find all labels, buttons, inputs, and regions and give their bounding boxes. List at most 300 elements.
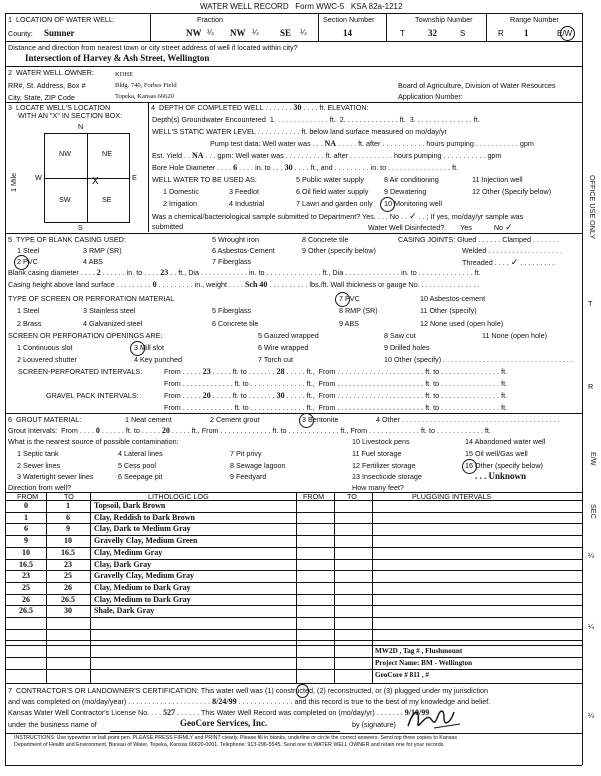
range-value[interactable]: 1 xyxy=(524,28,529,38)
title-text: WATER WELL RECORD xyxy=(200,2,289,11)
direction-label: Direction from well? xyxy=(8,483,72,492)
open-gauzed[interactable]: 5 Gauzed wrapped xyxy=(258,331,319,340)
county-label: County: xyxy=(8,29,33,38)
sec1-label: 1 LOCATION OF WATER WELL: xyxy=(8,15,115,24)
section-grid[interactable] xyxy=(44,133,130,223)
height-line: Casing height above land surface . . . . . . . . . 0 . . . . . . . . . in., weight . . . . Sch 40 . . . . . . . . . . lbs./ft. Wall thickness or gauge No. . . . . . . . . . . . . . . . xyxy=(8,280,480,289)
quarter-mark: ¼ xyxy=(252,28,259,37)
sec1-label-text: LOCATION OF WATER WELL: xyxy=(16,15,115,24)
gpm-label-2: gpm xyxy=(487,151,502,160)
cert-line-1: 7 CONTRACTOR'S OR LANDOWNER'S CERTIFICATION: This water well was (1) constructed, (2) reconstructed, or (3) plugged under my jurisdiction xyxy=(8,686,488,695)
side-quarter-2: ¼ xyxy=(588,622,594,631)
static-label: WELL'S STATIC WATER LEVEL xyxy=(152,127,256,136)
signature-image xyxy=(404,704,464,732)
screen-none[interactable]: 12 None used (open hole) xyxy=(420,319,504,328)
log-header-lithology: LITHOLOGIC LOG xyxy=(148,492,209,501)
log-to: 1 xyxy=(66,501,70,510)
grout-cement[interactable]: 2 Cement grout xyxy=(210,415,260,424)
range-w-circle xyxy=(560,26,575,41)
chem-label: Was a chemical/bacteriological sample submitted to Department? xyxy=(152,212,361,221)
sec4-depth: 4 DEPTH OF COMPLETED WELL . . . . . . . 30 . . . . ft. ELEVATION: xyxy=(151,103,369,112)
src-sewer[interactable]: 2 Sewer lines xyxy=(17,461,61,470)
fraction-label: Fraction xyxy=(197,15,223,24)
completed-label: and was completed on (mo/day/year) xyxy=(8,697,127,706)
src-oilwell[interactable]: 15 Oil well/Gas well xyxy=(465,449,528,458)
township-t: T xyxy=(400,29,405,38)
business-name[interactable]: GeoCore Services, Inc. xyxy=(180,718,268,728)
fraction-q1[interactable]: NW xyxy=(186,28,202,38)
log-row-line xyxy=(5,594,582,595)
rr-label: RR#, St. Address, Box # xyxy=(8,81,86,90)
open-louvered[interactable]: 2 Louvered shutter xyxy=(17,355,77,364)
src-lateral[interactable]: 4 Lateral lines xyxy=(118,449,163,458)
signature-label: by (signature) xyxy=(352,720,396,729)
height-label: Casing height above land surface xyxy=(8,280,115,289)
use-domestic[interactable]: 1 Domestic xyxy=(163,187,199,196)
log-lithology: Topsoil, Dark Brown xyxy=(94,501,166,510)
compass-n: N xyxy=(78,122,84,131)
screen-rmp[interactable]: 8 RMP (SR) xyxy=(339,306,378,315)
grout-from-label: From xyxy=(61,426,78,435)
log-row-line xyxy=(5,570,582,571)
pump-value[interactable]: NA xyxy=(324,139,337,148)
log-column-line xyxy=(372,492,373,683)
compass-s: S xyxy=(78,223,83,232)
joints-threaded[interactable]: Threaded xyxy=(462,258,493,267)
gravel-row-2: From . . . . . . . . . . . . . ft. to . . . . . . . . . . . . . . ft., From . . . . . . . . . . . . . . . . . . . . . . ft. to . . . . . . . . . . . . . . . ft. xyxy=(164,403,508,412)
diam-label: Blank casing diameter xyxy=(8,268,79,277)
gravel-from-label: From xyxy=(164,391,181,400)
open-key[interactable]: 4 Key punched xyxy=(134,355,182,364)
screen-steel[interactable]: 1 Steel xyxy=(17,306,40,315)
owner-address[interactable]: Bldg. 740, Forbes Field xyxy=(115,82,177,89)
depth-label: DEPTH OF COMPLETED WELL xyxy=(159,103,264,112)
log-row-line xyxy=(5,512,582,513)
use-other[interactable]: 12 Other (Specify below) xyxy=(472,187,552,196)
open-torch[interactable]: 7 Torch cut xyxy=(258,355,294,364)
how-many-label: How many feet? xyxy=(352,483,404,492)
grid-se: SE xyxy=(102,195,112,204)
log-from: 10 xyxy=(22,547,30,557)
gw-2: 2 xyxy=(339,115,344,124)
log-to: 10 xyxy=(64,536,72,546)
grout-intervals-label: Grout Intervals: xyxy=(8,426,58,435)
casing-fiberglass[interactable]: 7 Fiberglass xyxy=(212,257,252,266)
screen-concrete[interactable]: 6 Concrete tile xyxy=(212,319,259,328)
gravel-to[interactable]: 30 xyxy=(276,391,285,400)
screen-asbestos[interactable]: 10 Asbestos-cement xyxy=(420,294,486,303)
gravel-ft: ft. xyxy=(306,391,313,400)
log-from: 6 xyxy=(24,524,28,534)
disinfected-no[interactable]: No xyxy=(493,223,504,232)
log-from: 26.5 xyxy=(19,606,33,616)
log-row-line xyxy=(5,657,582,658)
bore-value[interactable]: 6 xyxy=(233,163,238,172)
casing-wrought[interactable]: 5 Wrought iron xyxy=(212,235,260,244)
perf-to-label: ft. to xyxy=(232,367,247,376)
log-from: 25 xyxy=(22,582,30,592)
use-oilfield[interactable]: 6 Oil field water supply xyxy=(296,187,369,196)
static-line: WELL'S STATIC WATER LEVEL . . . . . . . . . . . ft. below land surface measured on mo/day/yr xyxy=(152,127,447,136)
board-label: Board of Agriculture, Division of Water Resources xyxy=(398,81,556,90)
log-row-line xyxy=(5,547,582,548)
log-column-line xyxy=(46,492,47,683)
mill-slot-circle xyxy=(130,341,145,356)
record-date[interactable]: 9/10/99 xyxy=(404,708,430,717)
grout-intervals: Grout Intervals: From . . . . 0 . . . . . . ft. to . . . . . 20 . . . . . ft., From . . . . . . . . . . . . . ft. to . . . . . . . . . . . . . ft., From . . . . . . . . . . . . . ft. to . . . . . . . . . . . . ft. xyxy=(8,426,491,435)
src-cess[interactable]: 5 Cess pool xyxy=(118,461,156,470)
log-column-line xyxy=(296,492,297,683)
log-lithology: Clay, Reddish to Dark Brown xyxy=(94,512,195,522)
log-to: 9 xyxy=(66,524,70,534)
log-from: 0 xyxy=(24,501,28,510)
grid-nw: NW xyxy=(59,149,71,158)
log-row-line xyxy=(5,523,582,524)
log-lithology: Gravelly Clay, Medium Gray xyxy=(94,571,194,581)
casing-asbestos[interactable]: 6 Asbestos-Cement xyxy=(212,246,275,255)
log-column-line xyxy=(334,492,335,683)
grout-other[interactable]: 4 Other xyxy=(376,415,400,424)
fraction-q3[interactable]: SE xyxy=(280,28,292,38)
disinfected-label: Water Well Disinfected? xyxy=(368,223,445,232)
log-lithology: Clay, Medium Gray xyxy=(94,547,163,557)
quarter-mark: ¼ xyxy=(300,28,307,37)
well-location-mark: X xyxy=(92,176,99,187)
use-air[interactable]: 8 Air conditioning xyxy=(384,175,439,184)
ksa-ref: KSA 82a-1212 xyxy=(350,2,403,11)
fraction-q2[interactable]: NW xyxy=(230,28,246,38)
screen-stainless[interactable]: 3 Stainless steel xyxy=(83,306,136,315)
chem-if-yes: If yes, mo/day/yr sample was xyxy=(430,212,524,221)
log-row-line xyxy=(5,645,582,646)
log-to: 26.5 xyxy=(61,594,75,604)
bore-in-to: in. to xyxy=(255,163,271,172)
license-label: Kansas Water Well Contractor's License No. xyxy=(8,708,150,717)
geocore-number: GeoCore # 811 , # xyxy=(375,671,429,679)
log-header-from: FROM xyxy=(17,492,39,501)
side-t: T xyxy=(588,299,593,308)
cert-options: (1) constructed, (2) reconstructed, or (3) plugged under my jurisdiction xyxy=(265,686,488,695)
pump-label: Pump test data: Well water was xyxy=(210,139,311,148)
log-lithology: Clay, Medium to Dark Gray xyxy=(94,582,191,592)
ft-after: ft. after xyxy=(358,139,381,148)
owner-city[interactable]: Topeka, Kansas 66620 xyxy=(115,93,174,100)
weight-value[interactable]: Sch 40 xyxy=(244,280,268,289)
distance-value[interactable]: Intersection of Harvey & Ash Street, Wellington xyxy=(25,53,210,63)
perf-from-label: From xyxy=(164,367,181,376)
township-value[interactable]: 32 xyxy=(428,28,437,38)
project-name: Project Name: BM - Wellington xyxy=(375,659,473,667)
license-line: Kansas Water Well Contractor's License No. . . . 527 . . . . . . This Water Well Record was completed on (mo/day/yr) . . . . . . . 9/10/99 xyxy=(8,708,430,717)
wall-label: lbs./ft. Wall thickness or gauge No. xyxy=(309,280,420,289)
bore-ft-and: ft., and xyxy=(310,163,333,172)
yield-label: Est. Yield xyxy=(152,151,182,160)
chem-no[interactable]: No xyxy=(389,212,400,221)
compass-e: E xyxy=(132,173,137,182)
welded-line: Welded . . . . . . . . . . . . . . . . . . . xyxy=(462,246,563,255)
grout-bentonite[interactable]: 3 Bentonite xyxy=(302,415,339,424)
grout-to[interactable]: 20 xyxy=(161,426,170,435)
city-label: City, State, ZIP Code xyxy=(8,93,75,102)
use-monitoring[interactable]: 10 Monitoring well xyxy=(384,199,442,208)
range-ew: E/W xyxy=(557,29,573,38)
open-drilled[interactable]: 9 Drilled holes xyxy=(384,343,430,352)
src-fertilizer[interactable]: 12 Fertilizer storage xyxy=(352,461,416,470)
use-lawn[interactable]: 7 Lawn and garden only xyxy=(296,199,373,208)
plug-header-intervals: PLUGGING INTERVALS xyxy=(412,492,492,501)
log-lithology: Shale, Dark Gray xyxy=(94,606,155,616)
cert-line-2: and was completed on (mo/day/year) . . . . . . . . . . . . . . . . . . . . . 8/24/99 . . . . . . . . . . . . . . and this record is true to the best of my knowledge and belief. xyxy=(8,697,491,706)
diam-in-to: in. to xyxy=(126,268,143,277)
section-value[interactable]: 14 xyxy=(343,28,352,38)
yield-line: Est. Yield . . NA . . . gpm: Well water was . . . . . . . . . . ft. after . . . . . . . . . . . hours pumping . . . . . . . . . . . gpm xyxy=(152,151,502,160)
joints-glued[interactable]: CASING JOINTS: Glued xyxy=(398,235,477,244)
side-quarter-1: ¼ xyxy=(588,551,594,560)
joints-welded[interactable]: Welded xyxy=(462,246,487,255)
range-label: Range Number xyxy=(510,15,559,24)
plug-header-to: TO xyxy=(347,492,357,501)
log-to: 25 xyxy=(64,571,72,581)
log-to: 30 xyxy=(64,606,72,616)
perf-label: SCREEN-PERFORATED INTERVALS: xyxy=(18,367,143,376)
disinfected-yes[interactable]: Yes xyxy=(460,223,472,232)
gravel-to-label: ft. to xyxy=(232,391,247,400)
screen-brass[interactable]: 2 Brass xyxy=(17,319,42,328)
weight-label: in., weight xyxy=(194,280,227,289)
gw-3: 3 xyxy=(409,115,414,124)
side-ew: E/W xyxy=(589,452,598,466)
gw-label: Depth(s) Groundwater Encountered xyxy=(152,115,266,124)
log-row-line xyxy=(5,629,582,630)
log-row-line xyxy=(5,669,582,670)
sec3-label: 3 LOCATE WELL'S LOCATION xyxy=(8,103,111,112)
grout-label: GROUT MATERIAL: xyxy=(16,415,82,424)
src-fuel[interactable]: 11 Fuel storage xyxy=(352,449,402,458)
quarter-mark: ¼ xyxy=(207,28,214,37)
true-statement: and this record is true to the best of my knowledge and belief. xyxy=(294,697,491,706)
sec3-label2: WITH AN "X" IN SECTION BOX: xyxy=(18,111,123,120)
height-value[interactable]: 0 xyxy=(152,280,157,289)
gpm-label: gpm xyxy=(519,139,534,148)
open-other[interactable]: 10 Other (specify) xyxy=(384,355,442,364)
casing-steel[interactable]: 1 Steel xyxy=(17,246,40,255)
screen-pvc-circle xyxy=(335,292,350,307)
side-sec: SEC xyxy=(589,504,598,519)
open-other-line: 10 Other (specify) . . . . . . . . . . . . . . . . . . . . . . . . . . . . . . . . . xyxy=(384,355,573,364)
open-saw[interactable]: 8 Saw cut xyxy=(384,331,416,340)
src-insecticide[interactable]: 13 Insecticide storage xyxy=(352,472,422,481)
sec3-label-text: LOCATE WELL'S LOCATION xyxy=(16,103,111,112)
grout-to-label: ft. to xyxy=(125,426,140,435)
well-tag: MW2D , Tag # , Flushmount xyxy=(375,647,463,655)
use-feedlot[interactable]: 3 Feedlot xyxy=(229,187,259,196)
application-label: Application Number: xyxy=(398,92,463,101)
perf-ft: ft. xyxy=(306,367,313,376)
log-from: 23 xyxy=(22,571,30,581)
form-id: Form WWC-5 xyxy=(295,2,345,11)
log-from: 9 xyxy=(24,536,28,546)
casing-label: TYPE OF BLANK CASING USED: xyxy=(16,235,126,244)
casing-rmp[interactable]: 3 RMP (SR) xyxy=(83,246,122,255)
completed-date[interactable]: 8/24/99 xyxy=(212,697,237,706)
township-label: Township Number xyxy=(415,15,473,24)
diam-line: Blank casing diameter . . . . 2 . . . . . . in. to . . . . 23 . . ft., Dia . . . . . . . . . . . . in. to . . . . . . . . . . . . . . ft., Dia . . . . . . . . . . . . . . in. to . . . . . . . . . . . . . . ft. xyxy=(8,268,481,277)
gravel-label: GRAVEL PACK INTERVALS: xyxy=(46,391,139,400)
src-other[interactable]: 16 Other (specify below) xyxy=(465,461,543,470)
grout-neat[interactable]: 1 Neat cement xyxy=(125,415,172,424)
elevation-label: ft. ELEVATION: xyxy=(319,103,369,112)
log-lithology: Gravelly Clay, Medium Green xyxy=(94,536,198,546)
screen-pvc[interactable]: 7 PVC xyxy=(339,294,360,303)
use-injection[interactable]: 11 Injection well xyxy=(472,175,523,184)
sec2-label-text: WATER WELL OWNER: xyxy=(16,68,94,77)
compass-w: W xyxy=(35,173,42,182)
plug-header-from: FROM xyxy=(303,492,325,501)
grout-from[interactable]: 0 xyxy=(95,426,100,435)
bore-to-value[interactable]: 30 xyxy=(284,163,293,172)
log-row-line xyxy=(5,617,582,618)
screen-other[interactable]: 11 Other (specify) xyxy=(420,306,477,315)
perf-from[interactable]: 23 xyxy=(202,367,211,376)
cert-label: CONTRACTOR'S OR LANDOWNER'S CERTIFICATION: This water well was xyxy=(16,686,264,695)
sec6-label: 6 GROUT MATERIAL: xyxy=(8,415,82,424)
src-seepage[interactable]: 6 Seepage pit xyxy=(118,472,163,481)
log-row-line xyxy=(5,535,582,536)
src-feedyard[interactable]: 9 Feedyard xyxy=(230,472,267,481)
range-r: R xyxy=(498,29,504,38)
log-from: 26 xyxy=(22,594,30,604)
depth-value[interactable]: 30 xyxy=(293,103,302,112)
ft-after-2: ft. after xyxy=(325,151,348,160)
side-r: R xyxy=(588,382,594,391)
bore-line: Bore Hole Diameter . . . . 6 . . . . in. to . . . 30 . . . . ft., and . . . . . . . . . in. to . . . . . . . . . . . . . . . . ft. xyxy=(152,163,459,172)
log-row-line xyxy=(5,559,582,560)
log-row-line xyxy=(5,582,582,583)
section-label: Section Number xyxy=(323,15,375,24)
casing-concrete[interactable]: 8 Concrete tile xyxy=(302,235,349,244)
chem-line: Was a chemical/bacteriological sample submitted to Department? Yes. . . . No . . ✓ . . ; If yes, mo/day/yr sample was xyxy=(152,211,524,221)
instructions: INSTRUCTIONS: Use typewriter or ball point pen. PLEASE PRESS FIRMLY and PRINT clearly. Please fill in blanks, underline or circle the correct answers. Send top three copies to Kansas xyxy=(14,735,457,741)
gpm-ww: gpm: Well water was xyxy=(217,151,284,160)
gw-1: 1 xyxy=(269,115,274,124)
log-to: 6 xyxy=(66,512,70,522)
use-dewatering[interactable]: 9 Dewatering xyxy=(384,187,427,196)
casing-pvc[interactable]: 2 PVC xyxy=(17,257,38,266)
source-label: What is the nearest source of possible contamination: xyxy=(8,437,179,446)
log-to: 16.5 xyxy=(61,547,75,557)
grout-other-line: 4 Other . . . . . . . . . . . . . . . . . . . . . . . . . . . . . . . . . . . . . . . . xyxy=(376,415,560,424)
log-lithology: Clay, Medium to Dark Gray xyxy=(94,594,191,604)
hours-pumping-2: hours pumping xyxy=(393,151,442,160)
log-header-to: TO xyxy=(64,492,74,501)
log-lithology: Clay, Dark Gray xyxy=(94,559,152,569)
log-row-line xyxy=(5,640,582,641)
src-lagoon[interactable]: 8 Sewage lagoon xyxy=(230,461,286,470)
joints-line: CASING JOINTS: Glued . . . . . . Clamped . . . . . . . xyxy=(398,235,559,244)
joints-clamped[interactable]: Clamped xyxy=(502,235,532,244)
license-number[interactable]: 527 xyxy=(163,708,176,717)
diam-to-value[interactable]: 23 xyxy=(160,268,169,277)
sec2-label: 2 WATER WELL OWNER: xyxy=(8,68,94,77)
mile-label: 1 Mile xyxy=(9,172,18,192)
sec5-label: 5 TYPE OF BLANK CASING USED: xyxy=(8,235,126,244)
gravel-from[interactable]: 20 xyxy=(202,391,211,400)
open-none[interactable]: 11 None (open hole) xyxy=(482,331,547,340)
source-unknown[interactable]: Unknown xyxy=(488,471,527,481)
screen-fiberglass[interactable]: 5 Fiberglass xyxy=(212,306,252,315)
business-label: under the business name of xyxy=(8,720,97,729)
township-s: S xyxy=(460,29,466,38)
casing-abs[interactable]: 4 ABS xyxy=(83,257,103,266)
bore-label: Bore Hole Diameter xyxy=(152,163,216,172)
bore-in-to-2: in. to xyxy=(370,163,387,172)
monitoring-circle xyxy=(380,197,395,212)
form-title xyxy=(200,3,402,11)
screen-label: TYPE OF SCREEN OR PERFORATION MATERIAL xyxy=(8,294,175,303)
open-mill[interactable]: 3 Mill slot xyxy=(134,343,164,352)
distance-label: Distance and direction from nearest town or city street address of well if located within city? xyxy=(8,43,298,52)
log-to: 23 xyxy=(64,559,72,569)
county-value[interactable]: Sumner xyxy=(44,28,75,38)
use-public[interactable]: 5 Public water supply xyxy=(296,175,364,184)
threaded-line: Threaded . . . . ✓ . . . . . . . . . xyxy=(462,257,555,267)
perf-row-1: From . . . . . 23 . . . . . ft. to . . . . . . . 28 . . . . . ft., From . . . . . . . . . . . . . . . . . . . . . . ft. to . . . . . . . . . . . . . . . ft. xyxy=(164,367,508,376)
diam-value[interactable]: 2 xyxy=(96,268,101,277)
use-irrigation[interactable]: 2 Irrigation xyxy=(163,199,197,208)
perf-to[interactable]: 28 xyxy=(276,367,285,376)
screen-galvanized[interactable]: 4 Galvanized steel xyxy=(83,319,143,328)
hours-pumping: hours pumping xyxy=(426,139,474,148)
log-from: 1 xyxy=(24,512,28,522)
screen-abs[interactable]: 9 ABS xyxy=(339,319,359,328)
yield-value[interactable]: NA xyxy=(191,151,204,160)
gw-line: Depth(s) Groundwater Encountered 1. . . . . . . . . . . . . . ft. 2. . . . . . . . . . . . . . ft. 3. . . . . . . . . . . . . . . ft. xyxy=(152,115,480,124)
grid-sw: SW xyxy=(59,195,71,204)
submitted-label: submitted xyxy=(152,222,184,231)
log-row-line xyxy=(5,605,582,606)
src-septic[interactable]: 1 Septic tank xyxy=(17,449,59,458)
instructions-2: Department of Health and Environment, Bureau of Water, Topeka, Kansas 66620-0001. Telephone: 913-296-5545. Send one to WATER WELL OWNER and retain one for your records. xyxy=(14,742,445,748)
src-watertight[interactable]: 3 Watertight sewer lines xyxy=(17,472,94,481)
log-lithology: Clay, Dark to Medium Gray xyxy=(94,524,191,534)
grid-ne: NE xyxy=(102,149,112,158)
unknown-line: . . . Unknown xyxy=(475,471,527,481)
src-abandoned[interactable]: 14 Abandoned water well xyxy=(465,437,546,446)
openings-label: SCREEN OR PERFORATION OPENINGS ARE: xyxy=(8,331,163,340)
log-from: 16.5 xyxy=(19,559,33,569)
log-to: 26 xyxy=(64,582,72,592)
use-label: WELL WATER TO BE USED AS: xyxy=(152,175,257,184)
side-quarter-3: ¼ xyxy=(588,711,594,720)
record-label: This Water Well Record was completed on (mo/day/yr) xyxy=(201,708,375,717)
owner-name[interactable]: KDHE xyxy=(115,71,134,78)
gravel-row-1: From . . . . . 20 . . . . . ft. to . . . . . . . 30 . . . . . ft., From . . . . . . . . . . . . . . . . . . . . . . ft. to . . . . . . . . . . . . . . . ft. xyxy=(164,391,508,400)
open-wire[interactable]: 6 Wire wrapped xyxy=(258,343,309,352)
log-column-line xyxy=(582,492,583,683)
src-livestock[interactable]: 10 Livestock pens xyxy=(352,437,410,446)
casing-other[interactable]: 9 Other (specify below) xyxy=(302,246,376,255)
src-privy[interactable]: 7 Pit privy xyxy=(230,449,262,458)
log-column-line xyxy=(90,492,91,683)
perf-row-2: From . . . . . . . . . . . . . ft. to . . . . . . . . . . . . . . ft., From . . . . . . . . . . . . . . . . . . . . . . ft. to . . . . . . . . . . . . . . . ft. xyxy=(164,379,508,388)
office-use-label: OFFICE USE ONLY xyxy=(588,175,597,240)
open-continuous[interactable]: 1 Continuous slot xyxy=(17,343,73,352)
static-tail: ft. below land surface measured on mo/day/yr xyxy=(301,127,447,136)
disinfected-line: Water Well Disinfected? Yes No ✓ xyxy=(368,222,513,232)
chem-yes[interactable]: Yes xyxy=(362,212,374,221)
diam-ft-dia: ft., Dia xyxy=(178,268,200,277)
use-industrial[interactable]: 4 Industrial xyxy=(229,199,265,208)
